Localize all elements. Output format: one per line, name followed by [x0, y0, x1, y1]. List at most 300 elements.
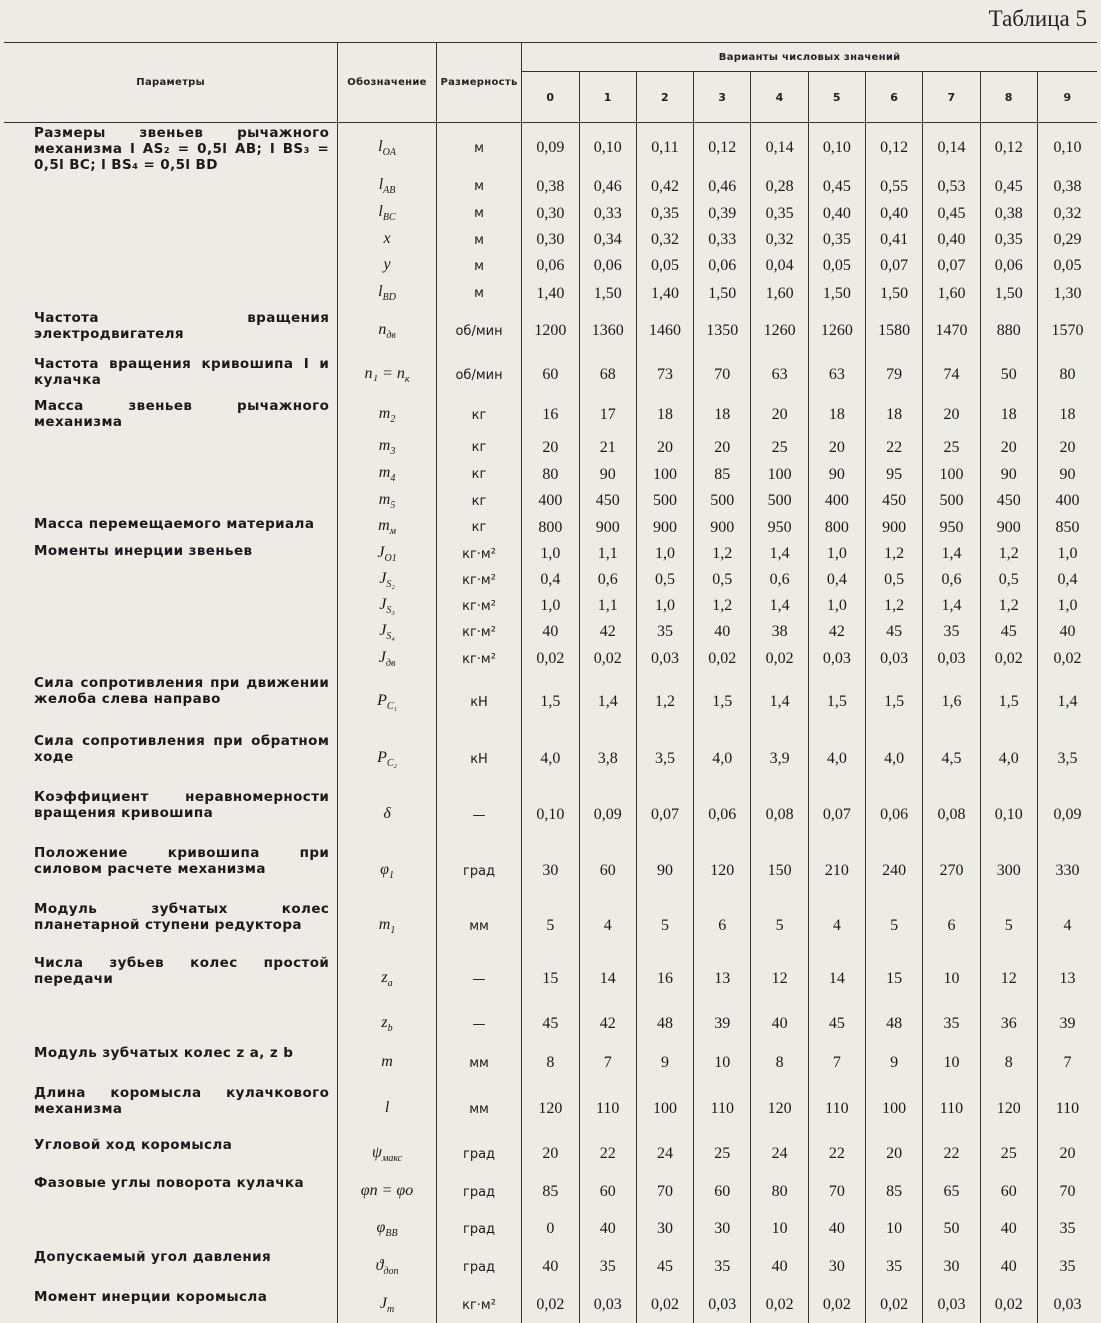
- value-cell-variant-8: 0,38: [980, 200, 1037, 227]
- param-label: [4, 434, 338, 461]
- value-cell-variant-5: 18: [808, 396, 865, 434]
- value-cell-variant-2: 100: [636, 1083, 693, 1135]
- value-cell-variant-1: 7: [579, 1043, 636, 1083]
- value-cell-variant-0: 120: [522, 1083, 579, 1135]
- value-cell-variant-7: 10: [923, 1043, 980, 1083]
- value-cell-variant-9: 0,29: [1037, 227, 1097, 253]
- symbol-subscript: 4: [390, 474, 395, 485]
- symbol-subscript: к: [405, 374, 410, 385]
- table-row: [4, 354, 1097, 396]
- value-cell-variant-3: 35: [694, 1247, 751, 1287]
- value-cell-variant-4: 40: [751, 1247, 808, 1287]
- table-row: [4, 123, 1097, 174]
- value-cell-variant-9: 1,0: [1037, 593, 1097, 619]
- param-label: [4, 173, 338, 200]
- value-cell-variant-2: 0,5: [636, 567, 693, 593]
- symbol-main: J: [379, 622, 386, 639]
- value-cell-variant-5: 4: [808, 899, 865, 953]
- value-cell-variant-3: 13: [694, 953, 751, 1005]
- value-cell-variant-9: 13: [1037, 953, 1097, 1005]
- unit-cell: град: [436, 1247, 521, 1287]
- value-cell-variant-2: 70: [636, 1173, 693, 1211]
- header-symbol: Обозначение: [338, 43, 437, 123]
- header-params: Параметры: [4, 43, 338, 123]
- symbol-main: m: [381, 1053, 393, 1070]
- value-cell-variant-0: 800: [522, 514, 579, 541]
- value-cell-variant-4: 3,9: [751, 731, 808, 787]
- symbol-cell: [338, 1043, 437, 1083]
- value-cell-variant-0: 0,02: [522, 1287, 579, 1323]
- value-cell-variant-5: 400: [808, 488, 865, 514]
- value-cell-variant-5: 40: [808, 1211, 865, 1247]
- table-row: [4, 1135, 1097, 1173]
- value-cell-variant-8: 0,10: [980, 787, 1037, 843]
- value-cell-variant-6: 1,2: [866, 541, 923, 567]
- value-cell-variant-0: 400: [522, 488, 579, 514]
- symbol-subscript: доп: [383, 1266, 398, 1277]
- value-cell-variant-6: 1,50: [866, 279, 923, 308]
- value-cell-variant-1: 1,50: [579, 279, 636, 308]
- value-cell-variant-4: 0,02: [751, 1287, 808, 1323]
- value-cell-variant-4: 10: [751, 1211, 808, 1247]
- symbol-cell: [338, 227, 437, 253]
- value-cell-variant-2: 45: [636, 1247, 693, 1287]
- value-cell-variant-8: 12: [980, 953, 1037, 1005]
- param-label: Масса перемещаемого материала: [4, 514, 338, 541]
- unit-cell: кг·м²: [436, 619, 521, 645]
- value-cell-variant-7: 25: [923, 434, 980, 461]
- table-row: [4, 253, 1097, 279]
- symbol-main: y: [383, 256, 390, 273]
- value-cell-variant-8: 300: [980, 843, 1037, 899]
- value-cell-variant-6: 9: [866, 1043, 923, 1083]
- value-cell-variant-9: 7: [1037, 1043, 1097, 1083]
- symbol-main: P: [377, 692, 387, 709]
- param-label: Размеры звеньев рычажного механизма l AS₂ = 0,5l AB; l BS₃ = 0,5l BC; l BS₄ = 0,5l BD: [4, 123, 338, 174]
- value-cell-variant-1: 1,1: [579, 541, 636, 567]
- symbol-cell: [338, 1211, 437, 1247]
- header-variant-6: 6: [866, 72, 923, 123]
- value-cell-variant-8: 20: [980, 434, 1037, 461]
- symbol-main: l: [379, 176, 383, 193]
- value-cell-variant-8: 0,06: [980, 253, 1037, 279]
- value-cell-variant-0: 20: [522, 434, 579, 461]
- symbol-main: l: [378, 283, 382, 300]
- param-label: [4, 619, 338, 645]
- symbol-cell: [338, 1287, 437, 1323]
- symbol-subscript: макс: [382, 1153, 402, 1164]
- value-cell-variant-4: 0,14: [751, 123, 808, 174]
- param-label: Модуль зубчатых колес z a, z b: [4, 1043, 338, 1083]
- table-row: [4, 514, 1097, 541]
- value-cell-variant-6: 48: [866, 1005, 923, 1043]
- value-cell-variant-0: 30: [522, 843, 579, 899]
- value-cell-variant-2: 0,03: [636, 645, 693, 673]
- unit-cell: град: [436, 1135, 521, 1173]
- value-cell-variant-2: 0,35: [636, 200, 693, 227]
- value-cell-variant-2: 48: [636, 1005, 693, 1043]
- value-cell-variant-3: 0,06: [694, 253, 751, 279]
- value-cell-variant-0: 4,0: [522, 731, 579, 787]
- value-cell-variant-2: 20: [636, 434, 693, 461]
- unit-cell: —: [436, 953, 521, 1005]
- value-cell-variant-0: 0,10: [522, 787, 579, 843]
- table-row: [4, 645, 1097, 673]
- value-cell-variant-6: 900: [866, 514, 923, 541]
- value-cell-variant-0: 60: [522, 354, 579, 396]
- value-cell-variant-7: 50: [923, 1211, 980, 1247]
- table-row: [4, 461, 1097, 488]
- unit-cell: кН: [436, 673, 521, 731]
- value-cell-variant-6: 79: [866, 354, 923, 396]
- param-label: Числа зубьев колес простой передачи: [4, 953, 338, 1005]
- value-cell-variant-9: 0,09: [1037, 787, 1097, 843]
- param-label: [4, 645, 338, 673]
- symbol-main: ψ: [372, 1144, 382, 1161]
- value-cell-variant-6: 4,0: [866, 731, 923, 787]
- value-cell-variant-5: 0,07: [808, 787, 865, 843]
- value-cell-variant-8: 1,5: [980, 673, 1037, 731]
- value-cell-variant-8: 60: [980, 1173, 1037, 1211]
- value-cell-variant-6: 450: [866, 488, 923, 514]
- table-row: [4, 593, 1097, 619]
- value-cell-variant-1: 21: [579, 434, 636, 461]
- value-cell-variant-5: 0,03: [808, 645, 865, 673]
- table-row: [4, 1287, 1097, 1323]
- value-cell-variant-2: 18: [636, 396, 693, 434]
- value-cell-variant-3: 10: [694, 1043, 751, 1083]
- value-cell-variant-4: 1,4: [751, 541, 808, 567]
- value-cell-variant-0: 5: [522, 899, 579, 953]
- table-row: [4, 200, 1097, 227]
- param-label: Момент инерции коромысла: [4, 1287, 338, 1323]
- table-row: [4, 899, 1097, 953]
- unit-cell: мм: [436, 899, 521, 953]
- value-cell-variant-3: 60: [694, 1173, 751, 1211]
- value-cell-variant-9: 70: [1037, 1173, 1097, 1211]
- unit-cell: град: [436, 1211, 521, 1247]
- param-label: [4, 488, 338, 514]
- value-cell-variant-5: 0,10: [808, 123, 865, 174]
- value-cell-variant-4: 0,02: [751, 645, 808, 673]
- value-cell-variant-5: 1,50: [808, 279, 865, 308]
- value-cell-variant-0: 40: [522, 1247, 579, 1287]
- value-cell-variant-1: 0,02: [579, 645, 636, 673]
- value-cell-variant-3: 0,06: [694, 787, 751, 843]
- symbol-main: δ: [383, 805, 390, 822]
- value-cell-variant-1: 60: [579, 843, 636, 899]
- symbol-main: J: [377, 544, 384, 561]
- header-variant-0: 0: [522, 72, 579, 123]
- unit-cell: мм: [436, 1043, 521, 1083]
- value-cell-variant-9: 0,32: [1037, 200, 1097, 227]
- value-cell-variant-3: 25: [694, 1135, 751, 1173]
- value-cell-variant-1: 4: [579, 899, 636, 953]
- value-cell-variant-9: 850: [1037, 514, 1097, 541]
- unit-cell: м: [436, 173, 521, 200]
- symbol-main: m: [379, 437, 391, 454]
- header-variant-4: 4: [751, 72, 808, 123]
- value-cell-variant-8: 1,50: [980, 279, 1037, 308]
- table-row: [4, 434, 1097, 461]
- header-variant-7: 7: [923, 72, 980, 123]
- value-cell-variant-4: 0,6: [751, 567, 808, 593]
- value-cell-variant-4: 24: [751, 1135, 808, 1173]
- symbol-main: P: [377, 749, 387, 766]
- value-cell-variant-9: 1,30: [1037, 279, 1097, 308]
- value-cell-variant-3: 20: [694, 434, 751, 461]
- value-cell-variant-3: 1,50: [694, 279, 751, 308]
- value-cell-variant-1: 110: [579, 1083, 636, 1135]
- value-cell-variant-9: 39: [1037, 1005, 1097, 1043]
- value-cell-variant-4: 12: [751, 953, 808, 1005]
- value-cell-variant-7: 0,14: [923, 123, 980, 174]
- value-cell-variant-1: 40: [579, 1211, 636, 1247]
- value-cell-variant-7: 0,40: [923, 227, 980, 253]
- symbol-main: φ: [377, 1219, 386, 1236]
- value-cell-variant-7: 35: [923, 619, 980, 645]
- value-cell-variant-7: 0,6: [923, 567, 980, 593]
- param-label: Положение кривошипа при силовом расчете механизма: [4, 843, 338, 899]
- unit-cell: кг: [436, 396, 521, 434]
- value-cell-variant-4: 1,4: [751, 673, 808, 731]
- symbol-cell: [338, 354, 437, 396]
- data-table: [4, 42, 1097, 1323]
- value-cell-variant-9: 20: [1037, 1135, 1097, 1173]
- value-cell-variant-1: 0,6: [579, 567, 636, 593]
- value-cell-variant-7: 35: [923, 1005, 980, 1043]
- unit-cell: об/мин: [436, 308, 521, 354]
- table-caption: Таблица 5: [989, 6, 1087, 32]
- value-cell-variant-6: 18: [866, 396, 923, 434]
- value-cell-variant-8: 120: [980, 1083, 1037, 1135]
- header-variant-3: 3: [694, 72, 751, 123]
- value-cell-variant-6: 0,55: [866, 173, 923, 200]
- symbol-cell: [338, 673, 437, 731]
- symbol-cell: [338, 953, 437, 1005]
- value-cell-variant-3: 0,33: [694, 227, 751, 253]
- table-row: [4, 308, 1097, 354]
- unit-cell: кг: [436, 434, 521, 461]
- value-cell-variant-8: 90: [980, 461, 1037, 488]
- value-cell-variant-0: 0,06: [522, 253, 579, 279]
- value-cell-variant-5: 1260: [808, 308, 865, 354]
- value-cell-variant-2: 0,05: [636, 253, 693, 279]
- value-cell-variant-6: 5: [866, 899, 923, 953]
- symbol-main: l: [378, 203, 382, 220]
- value-cell-variant-1: 0,10: [579, 123, 636, 174]
- symbol-cell: [338, 1083, 437, 1135]
- value-cell-variant-0: 0,30: [522, 227, 579, 253]
- param-label: Допускаемый угол давления: [4, 1247, 338, 1287]
- value-cell-variant-0: 85: [522, 1173, 579, 1211]
- value-cell-variant-1: 900: [579, 514, 636, 541]
- value-cell-variant-6: 0,5: [866, 567, 923, 593]
- value-cell-variant-3: 1,2: [694, 593, 751, 619]
- value-cell-variant-5: 70: [808, 1173, 865, 1211]
- table-row: [4, 1247, 1097, 1287]
- unit-cell: кг·м²: [436, 567, 521, 593]
- value-cell-variant-9: 18: [1037, 396, 1097, 434]
- symbol-main: l: [378, 138, 382, 155]
- value-cell-variant-2: 1460: [636, 308, 693, 354]
- value-cell-variant-8: 36: [980, 1005, 1037, 1043]
- symbol-subscript: 1: [390, 925, 395, 936]
- value-cell-variant-0: 1200: [522, 308, 579, 354]
- value-cell-variant-7: 22: [923, 1135, 980, 1173]
- value-cell-variant-2: 5: [636, 899, 693, 953]
- param-label: Моменты инерции звеньев: [4, 541, 338, 567]
- value-cell-variant-6: 100: [866, 1083, 923, 1135]
- symbol-cell: [338, 899, 437, 953]
- value-cell-variant-4: 1260: [751, 308, 808, 354]
- header-variant-9: 9: [1037, 72, 1097, 123]
- value-cell-variant-1: 35: [579, 1247, 636, 1287]
- value-cell-variant-2: 90: [636, 843, 693, 899]
- value-cell-variant-2: 500: [636, 488, 693, 514]
- unit-cell: —: [436, 787, 521, 843]
- symbol-cell: [338, 488, 437, 514]
- value-cell-variant-3: 1,2: [694, 541, 751, 567]
- value-cell-variant-0: 15: [522, 953, 579, 1005]
- value-cell-variant-5: 800: [808, 514, 865, 541]
- value-cell-variant-8: 5: [980, 899, 1037, 953]
- table-row: [4, 843, 1097, 899]
- value-cell-variant-2: 30: [636, 1211, 693, 1247]
- value-cell-variant-6: 0,40: [866, 200, 923, 227]
- value-cell-variant-7: 0,45: [923, 200, 980, 227]
- symbol-main: φ: [380, 861, 389, 878]
- value-cell-variant-4: 5: [751, 899, 808, 953]
- value-cell-variant-8: 40: [980, 1247, 1037, 1287]
- symbol-main: m: [379, 491, 391, 508]
- value-cell-variant-9: 400: [1037, 488, 1097, 514]
- value-cell-variant-6: 1,5: [866, 673, 923, 731]
- value-cell-variant-5: 7: [808, 1043, 865, 1083]
- value-cell-variant-7: 950: [923, 514, 980, 541]
- symbol-cell: [338, 593, 437, 619]
- symbol-subscript: BB: [385, 1228, 397, 1239]
- symbol-cell: [338, 279, 437, 308]
- table-row: [4, 396, 1097, 434]
- value-cell-variant-8: 25: [980, 1135, 1037, 1173]
- value-cell-variant-1: 22: [579, 1135, 636, 1173]
- symbol-main: J: [379, 596, 386, 613]
- value-cell-variant-1: 17: [579, 396, 636, 434]
- value-cell-variant-3: 120: [694, 843, 751, 899]
- param-label: [4, 461, 338, 488]
- table-row: [4, 953, 1097, 1005]
- table-body: [4, 123, 1097, 1323]
- param-label: [4, 279, 338, 308]
- value-cell-variant-5: 90: [808, 461, 865, 488]
- value-cell-variant-4: 40: [751, 1005, 808, 1043]
- unit-cell: м: [436, 123, 521, 174]
- value-cell-variant-9: 0,02: [1037, 645, 1097, 673]
- value-cell-variant-0: 1,40: [522, 279, 579, 308]
- value-cell-variant-1: 90: [579, 461, 636, 488]
- value-cell-variant-7: 1,6: [923, 673, 980, 731]
- value-cell-variant-5: 1,0: [808, 541, 865, 567]
- symbol-main: z: [381, 969, 387, 986]
- value-cell-variant-3: 1,5: [694, 673, 751, 731]
- symbol-cell: [338, 434, 437, 461]
- value-cell-variant-3: 6: [694, 899, 751, 953]
- value-cell-variant-4: 500: [751, 488, 808, 514]
- value-cell-variant-1: 0,33: [579, 200, 636, 227]
- value-cell-variant-6: 15: [866, 953, 923, 1005]
- symbol-cell: [338, 567, 437, 593]
- table-row: [4, 1211, 1097, 1247]
- value-cell-variant-8: 40: [980, 1211, 1037, 1247]
- value-cell-variant-3: 0,46: [694, 173, 751, 200]
- param-label: [4, 200, 338, 227]
- value-cell-variant-8: 18: [980, 396, 1037, 434]
- value-cell-variant-4: 100: [751, 461, 808, 488]
- value-cell-variant-3: 0,12: [694, 123, 751, 174]
- value-cell-variant-0: 0,30: [522, 200, 579, 227]
- value-cell-variant-9: 1570: [1037, 308, 1097, 354]
- value-cell-variant-4: 0,32: [751, 227, 808, 253]
- value-cell-variant-9: 0,4: [1037, 567, 1097, 593]
- table-row: [4, 1083, 1097, 1135]
- value-cell-variant-9: 4: [1037, 899, 1097, 953]
- value-cell-variant-5: 110: [808, 1083, 865, 1135]
- value-cell-variant-9: 1,0: [1037, 541, 1097, 567]
- unit-cell: м: [436, 279, 521, 308]
- symbol-subscript: дв: [386, 658, 395, 669]
- symbol-main: z: [381, 1014, 387, 1031]
- value-cell-variant-8: 0,5: [980, 567, 1037, 593]
- value-cell-variant-4: 0,28: [751, 173, 808, 200]
- symbol-main: m: [379, 464, 391, 481]
- value-cell-variant-3: 900: [694, 514, 751, 541]
- value-cell-variant-3: 0,02: [694, 645, 751, 673]
- symbol-main: J: [379, 570, 386, 587]
- value-cell-variant-6: 240: [866, 843, 923, 899]
- value-cell-variant-2: 24: [636, 1135, 693, 1173]
- value-cell-variant-2: 73: [636, 354, 693, 396]
- value-cell-variant-0: 0,09: [522, 123, 579, 174]
- symbol-subscript: C₂: [387, 758, 397, 769]
- symbol-cell: [338, 541, 437, 567]
- value-cell-variant-9: 20: [1037, 434, 1097, 461]
- value-cell-variant-0: 80: [522, 461, 579, 488]
- value-cell-variant-5: 45: [808, 1005, 865, 1043]
- param-label: Масса звеньев рычажного механизма: [4, 396, 338, 434]
- symbol-main: m: [379, 916, 391, 933]
- value-cell-variant-4: 150: [751, 843, 808, 899]
- value-cell-variant-2: 0,42: [636, 173, 693, 200]
- symbol-cell: [338, 1005, 437, 1043]
- value-cell-variant-4: 38: [751, 619, 808, 645]
- param-label: [4, 1005, 338, 1043]
- value-cell-variant-1: 60: [579, 1173, 636, 1211]
- value-cell-variant-5: 1,0: [808, 593, 865, 619]
- value-cell-variant-8: 1,2: [980, 593, 1037, 619]
- value-cell-variant-4: 120: [751, 1083, 808, 1135]
- value-cell-variant-2: 16: [636, 953, 693, 1005]
- value-cell-variant-2: 0,32: [636, 227, 693, 253]
- value-cell-variant-0: 0,4: [522, 567, 579, 593]
- value-cell-variant-1: 1,1: [579, 593, 636, 619]
- value-cell-variant-5: 22: [808, 1135, 865, 1173]
- symbol-subscript: a: [388, 978, 393, 989]
- value-cell-variant-7: 270: [923, 843, 980, 899]
- table-row: [4, 227, 1097, 253]
- value-cell-variant-2: 1,2: [636, 673, 693, 731]
- value-cell-variant-6: 0,41: [866, 227, 923, 253]
